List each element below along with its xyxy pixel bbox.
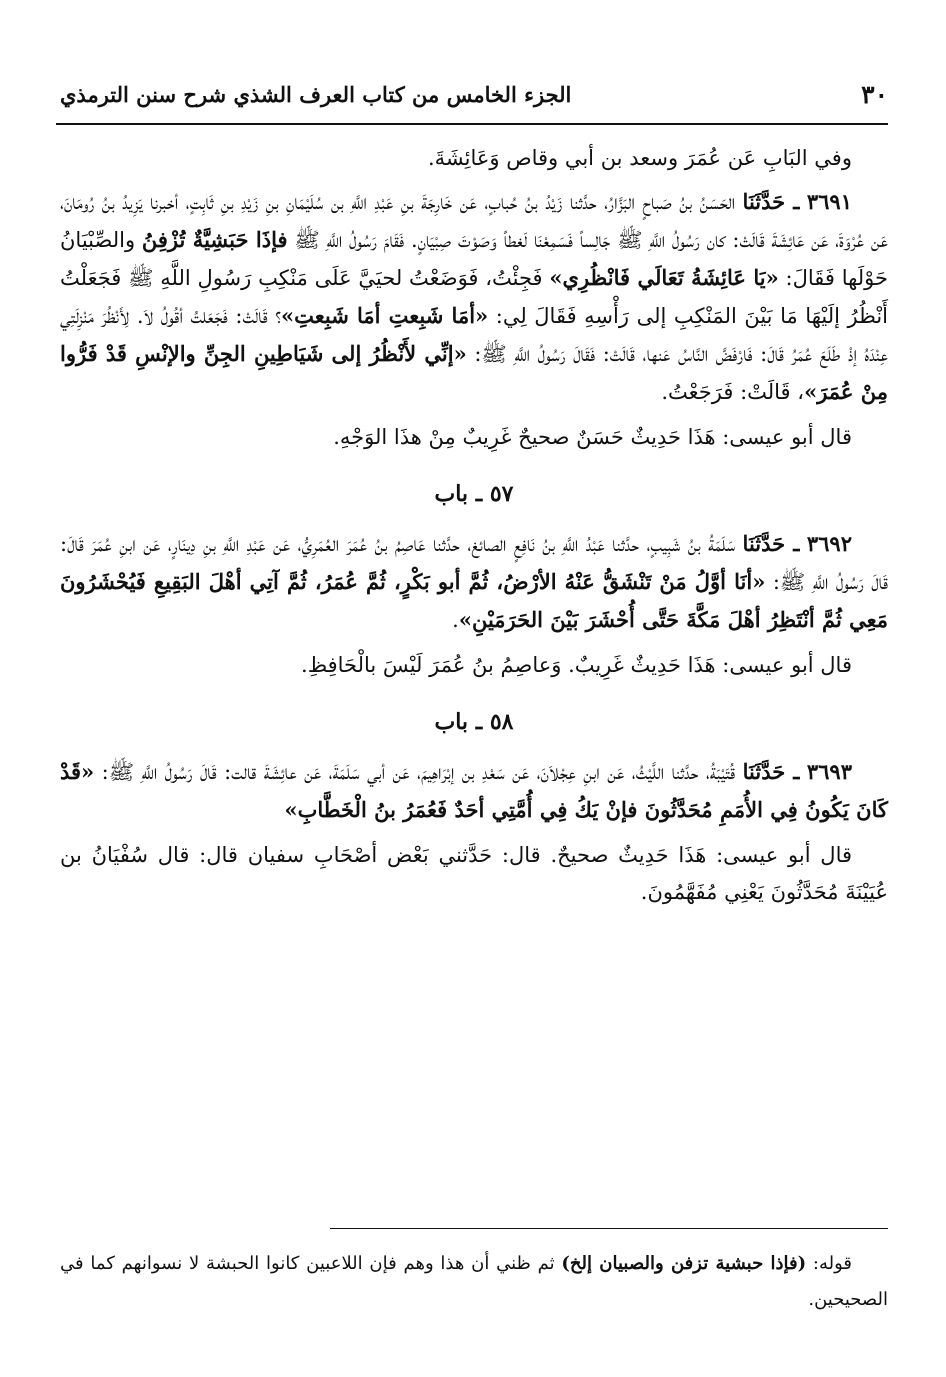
hadith-number: ٣٦٩٣ [806,759,852,784]
chapter-heading-57: ٥٧ ـ باب [434,481,514,507]
header-rule [56,123,888,125]
hadith-lead: ـ حَدَّثَنَا [742,759,800,784]
hadith-bold-text: «أنَا أوَّلُ مَنْ تَنْشَقُّ عَنْهُ الأرْضُ، ثُمَّ أبو بَكْرٍ، ثُمَّ عُمَرُ، ثُمَّ آتِي أهْلَ البَقِيعِ فَيُحْشَرُونَ مَعِي ثُمَّ أنْتَظِرُ أهْلَ مَكَّةَ حَتَّى أُحْشَرَ بَيْنَ الحَرَمَيْنِ» [60,569,888,632]
abu-isa-note [60,837,888,911]
hadith-number: ٣٦٩١ [806,189,852,214]
hadith-text: ، قَالَتْ: فَرَجَعْتُ. [661,380,805,404]
intro-text: وفي البَابِ عَن عُمَرَ وسعد بن أبي وقاص وَعَائِشَةَ. [427,146,852,170]
note-text: قال أبو عيسى: هَذَا حَدِيثٌ حَسَنٌ صحيحٌ غَرِيبٌ مِنْ هذَا الوَجْهِ. [333,425,852,449]
hadith-text: . [452,608,459,632]
page-number: ٣٠ [861,79,888,109]
hadith-3692 [60,525,888,639]
hadith-bold-text: «إنِّي لأَنْظُرُ إلى شَيَاطِينِ الجِنِّ والإنْسِ قَدْ فَرُّوا مِنْ عُمَرَ» [60,341,888,404]
footnote [60,1246,888,1318]
abu-isa-note [60,419,888,456]
main-text [60,140,888,911]
hadith-chain: الحَسَنُ بنُ صَباحٍ البَزَّارُ، حدَّثنا زَيْدُ بنُ حُبابٍ، عَن خَارِجَةَ بنِ عَبْدِ اللَّهِ بن سُلَيْمَانِ بنِ زَيْدِ بنِ ثَابِتٍ، أخبرنا يَزِيدُ بنُ رُومَانَ، عَن عُرْوَةَ، عَن عَائِشَةَ قَالَتْ: كان رَسُولُ اللَّهِ ﷺ جَالِساً فَسَمِعْنَا لَغطاً وَصَوْتَ صِبْيَانٍ. فَقَامَ رَسُولُ اللَّهِ ﷺ [60,190,888,252]
abu-isa-note [60,647,888,684]
hadith-3693 [60,753,888,829]
note-text: قال أبو عيسى: هَذَا حَدِيثٌ غَرِيبٌ. وَعاصِمُ بنُ عُمَرَ لَيْسَ بالْحَافِظِ. [301,653,852,677]
hadith-text: فَجِئْتُ، فَوَضَعْتُ لحيَيَّ عَلَى مَنْكِبِ رَسُولِ اللَّهِ ﷺ فَجَعَلْتُ أَنْظُرُ إلَيْهَا مَا بَيْنَ المَنْكِبِ إلى رَأْسِهِ فَقَالَ لِي: [60,266,889,328]
hadith-bold-text: فإذَا حَبَشِيَّةٌ تُزْفِنُ [141,227,288,252]
intro-line [60,140,888,177]
hadith-chain: قُتَيْبَةُ، حدَّثنا اللَّيْثُ، عَن ابنِ عِجْلاَنَ، عَن سَعْدِ بن إبْرَاهِيمَ، عَن أبي سَلَمَةَ، عَن عائِشَةَ قالت: قَالَ رَسُولُ اللَّهِ ﷺ: [101,760,736,784]
hadith-bold-text: «أمَا شَبِعتِ أمَا شَبِعتِ» [280,303,489,328]
footnote-quote: (فإذا حبشية تزفن والصبيان إلخ) [561,1253,807,1274]
running-title: الجزء الخامس من كتاب العرف الشذي شرح سنن الترمذي [60,81,572,107]
hadith-text: ؟ قَالَتْ: فَجَعَلتُ أقُولُ لاَ. لِأَنْظُرَ مَنْزِلَتِي عِنْدَهُ إذْ طَلَعَ عُمَرُ قَالَ: فَارْفَضَّ النَّاسُ عَنها، قَالَتْ: فَقَالَ رَسُولُ اللَّهِ ﷺ: [60,304,889,366]
hadith-chain: سَلَمَةُ بنُ شَبِيبٍ، حدَّثنا عَبْدُ اللَّهِ بنُ نَافِعٍ الصائغ، حدَّثنا عَاصِمُ بنُ عُمَرَ العُمَرِيُّ، عَن عَبْدِ اللَّهِ بنِ دِينَارٍ، عَن ابنِ عُمَرَ قَالَ: قَالَ رَسُولُ اللَّهِ ﷺ: [60,532,888,594]
hadith-bold-text: «يَا عَائِشَةُ تَعَالَي فَانْظُرِي» [549,265,779,290]
note-text: قال أبو عيسى: هَذَا حَدِيثٌ صحيحٌ. قال: حَدَّثني بَعْض أصْحَابِ سفيان قال: قال سُفْيَانُ بن عُيَيْنَةَ مُحَدَّثُونَ يَعْنِي مُفَهَّمُونَ. [60,843,888,904]
chapter-heading-58: ٥٨ ـ باب [434,709,514,735]
hadith-bold-text: «قَدْ كَانَ يَكُونُ فِي الأُمَمِ مُحَدَّثُونَ فإنْ يَكُ فِي أُمَّتِي أحَدٌ فَعُمَرُ بنُ الْخَطَّابِ» [60,759,888,822]
footnote-text: ثم ظني أن هذا وهم فإن اللاعبين كانوا الحبشة لا نسوانهم كما في الصحيحين. [60,1253,888,1310]
footnote-rule [330,1228,888,1229]
hadith-lead: ـ حَدَّثَنَا [742,531,800,556]
hadith-number: ٣٦٩٢ [806,531,852,556]
hadith-text: والصِّبْيَانُ حَوْلَها فَقَالَ: [60,228,888,290]
page-header [60,76,888,112]
hadith-3691 [60,183,888,411]
hadith-lead: ـ حَدَّثَنَا [742,189,800,214]
footnote-lead: قوله: [812,1253,853,1274]
